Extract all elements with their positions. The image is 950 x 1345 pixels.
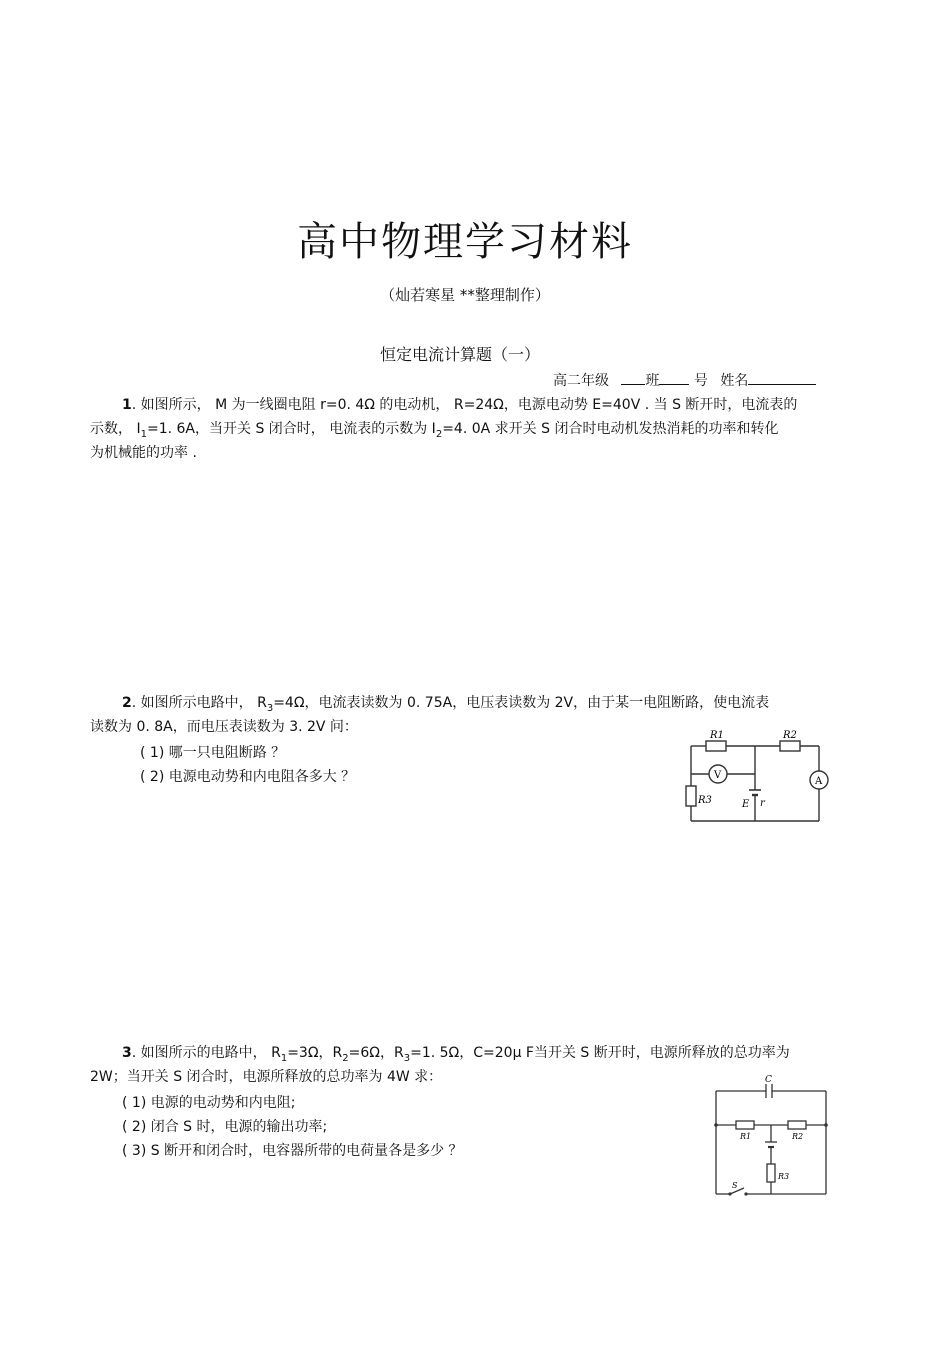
q2-emf-label: E (742, 799, 750, 810)
q3-number: 3 (122, 1045, 132, 1061)
q2-r1-label: R1 (710, 730, 724, 741)
q3-switch-label: S (732, 1181, 738, 1190)
q2-r3-label: R3 (698, 795, 712, 806)
ammeter-icon: A (815, 776, 823, 787)
class-blank (621, 370, 645, 385)
grade-label: 高二年级 (553, 373, 609, 389)
name-label: 姓名 (720, 373, 749, 389)
page-title: 高中物理学习材料 (297, 219, 633, 265)
number-label: 号 (693, 373, 708, 389)
q2-r2-label: R2 (783, 730, 797, 741)
q3-circuit-figure (708, 1073, 833, 1200)
q2-number: 2 (122, 695, 132, 711)
q2-line-1: 2. 如图所示电路中， $R_3=4\Omega$，电流表读数为 0. 75A，电压表读数为 2V，由于某一电阻断路，使电流表 (122, 695, 770, 714)
q2-item-1: ( 1) 哪一只电阻断路 ？ (140, 745, 286, 761)
q3-line-2: 2W；当开关 S 闭合时，电源所释放的总功率为 4W 求： (90, 1069, 443, 1085)
q3-r1-label: R1 (740, 1132, 752, 1141)
q1-line-2: 示数， $I_1=1$. 6A，当开关 S 闭合时， 电流表的示数为 $I_2=4$. 0A 求开关 S 闭合时电动机发热消耗的功率和转化 (90, 421, 779, 440)
q3-item-2: ( 2) 闭合 S 时，电源的输出功率; (122, 1119, 328, 1135)
q2-circuit-figure (684, 726, 834, 828)
number-blank (659, 370, 689, 385)
q3-r3-label: R3 (778, 1172, 790, 1181)
q1-number: 1 (122, 397, 132, 413)
q3-c-label: C (765, 1075, 772, 1085)
q2-internal-r-label: r (760, 798, 765, 809)
section-title: 恒定电流计算题（一） (379, 345, 540, 364)
q1-line-3: 为机械能的功率 . (90, 445, 197, 461)
name-blank (748, 370, 816, 385)
q3-line-1: 3. 如图所示的电路中， $R_1=3\Omega$，$R_2=6\Omega$，$R_3=1$. 5Ω，C=20μ F当开关 S 断开时，电源所释放的总功率为 (122, 1045, 790, 1064)
page-subtitle: （灿若寒星 **整理制作） (380, 286, 550, 304)
student-info (553, 370, 816, 390)
q2-line-2: 读数为 0. 8A，而电压表读数为 3. 2V 问： (90, 719, 358, 735)
q3-item-3: ( 3) S 断开和闭合时，电容器所带的电荷量各是多少 ？ (122, 1143, 463, 1159)
q3-r2-label: R2 (792, 1132, 804, 1141)
q1-line-1: 1. 如图所示， M 为一线圈电阻 r=0. 4Ω 的电动机， R=24Ω，电源电动势 E=40V . 当 S 断开时，电流表的 (122, 397, 798, 413)
voltmeter-icon: V (714, 770, 722, 781)
q2-item-2: ( 2) 电源电动势和内电阻各多大 ？ (140, 769, 356, 785)
q3-item-1: ( 1) 电源的电动势和内电阻; (122, 1095, 296, 1111)
class-label: 班 (645, 373, 660, 389)
